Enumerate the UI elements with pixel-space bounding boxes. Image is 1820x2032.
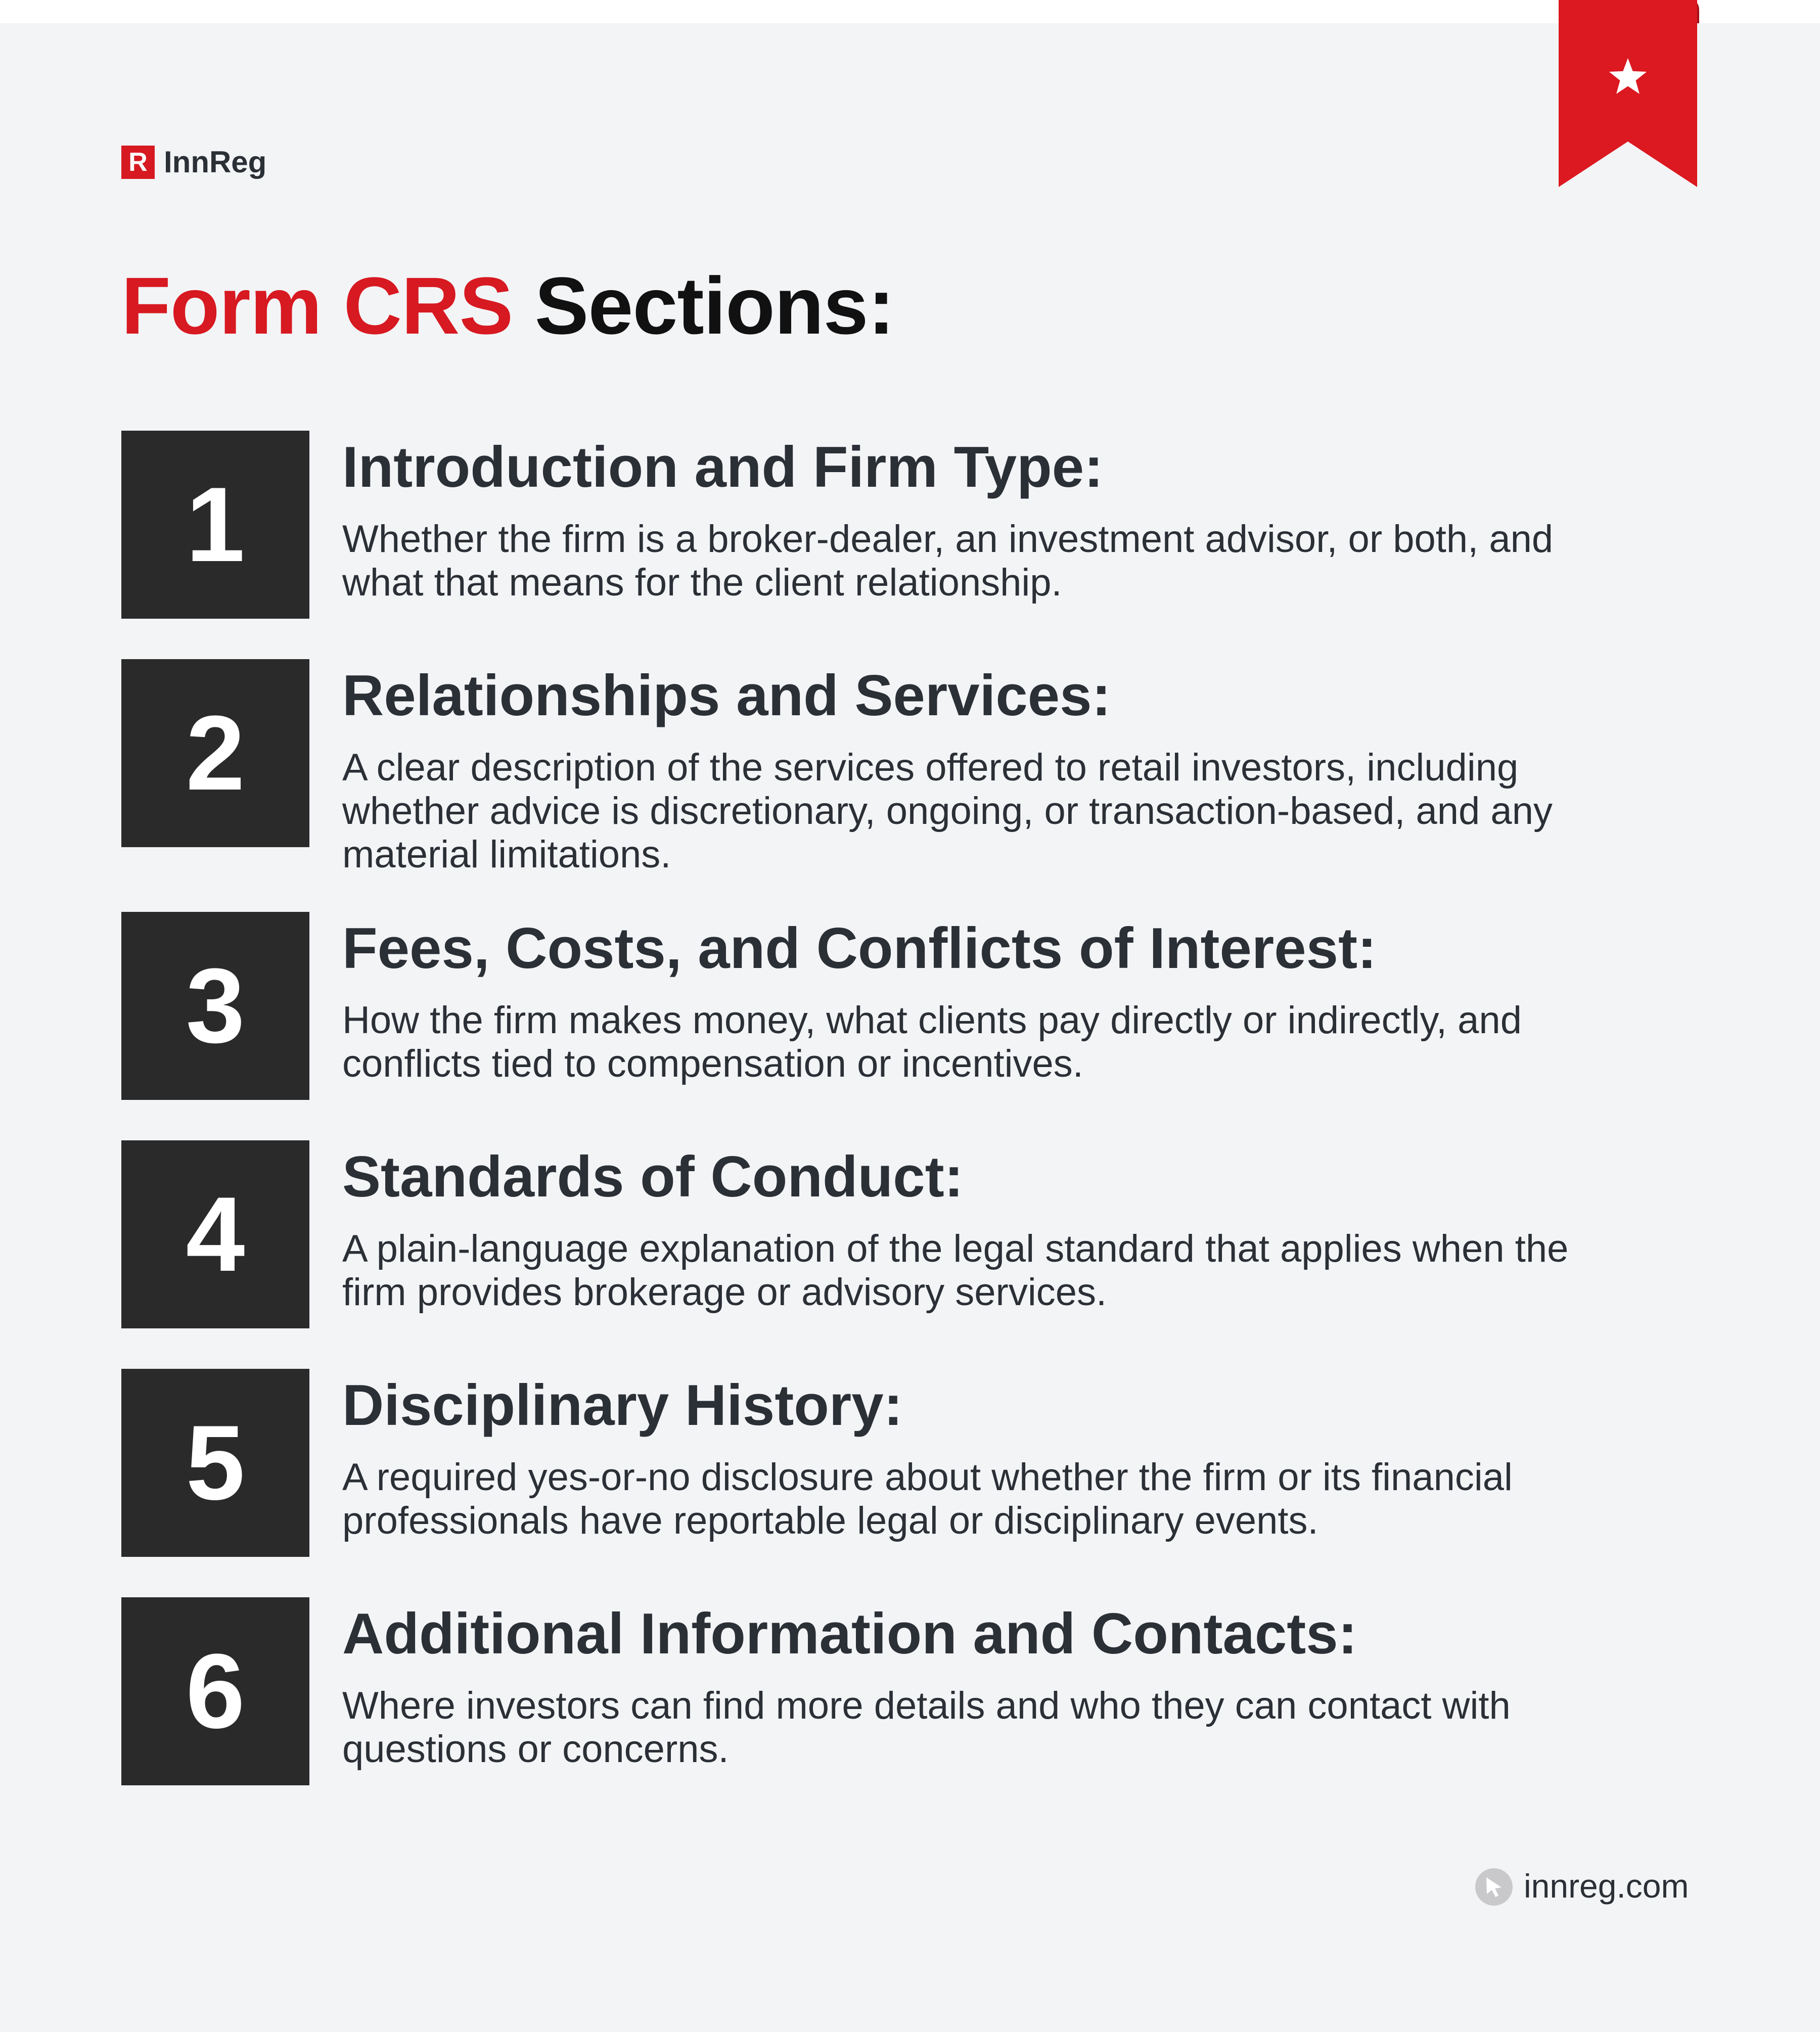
section-number-box: 4 [121, 1140, 309, 1328]
section-description: A clear description of the services offered to retail investors, including whether advice is discretionary, ongoing, or transaction-based, and any material limitations. [342, 746, 1553, 876]
logo-mark: R [121, 146, 155, 179]
section-title: Additional Information and Contacts: [342, 1602, 1357, 1666]
section-number-box: 3 [121, 912, 309, 1100]
page-title [121, 258, 894, 354]
cursor-icon [1475, 1868, 1513, 1906]
section-title: Introduction and Firm Type: [342, 435, 1104, 499]
section-description: A plain-language explanation of the legal standard that applies when the firm provides brokerage or advisory services. [342, 1227, 1569, 1314]
section-number-box: 5 [121, 1369, 309, 1557]
section-description: A required yes-or-no disclosure about whether the firm or its financial professionals have reportable legal or disciplinary events. [342, 1456, 1513, 1542]
logo-text: InnReg [164, 145, 267, 179]
section-title: Standards of Conduct: [342, 1145, 964, 1209]
section-title: Disciplinary History: [342, 1373, 903, 1438]
title-accent: Form CRS [121, 260, 513, 351]
section-description: Whether the firm is a broker-dealer, an investment advisor, or both, and what that means for the client relationship. [342, 518, 1554, 604]
section-title: Relationships and Services: [342, 664, 1111, 728]
footer-url[interactable]: innreg.com [1524, 1867, 1689, 1905]
section-description: Where investors can find more details and who they can contact with questions or concerns. [342, 1684, 1511, 1771]
section-number-box: 2 [121, 659, 309, 847]
section-title: Fees, Costs, and Conflicts of Interest: [342, 916, 1377, 981]
bookmark-ribbon [1559, 0, 1699, 187]
section-number-box: 6 [121, 1597, 309, 1785]
title-rest: Sections: [534, 260, 894, 351]
section-number-box: 1 [121, 431, 309, 619]
section-description: How the firm makes money, what clients pay directly or indirectly, and conflicts tied to compensation or incentives. [342, 999, 1522, 1085]
